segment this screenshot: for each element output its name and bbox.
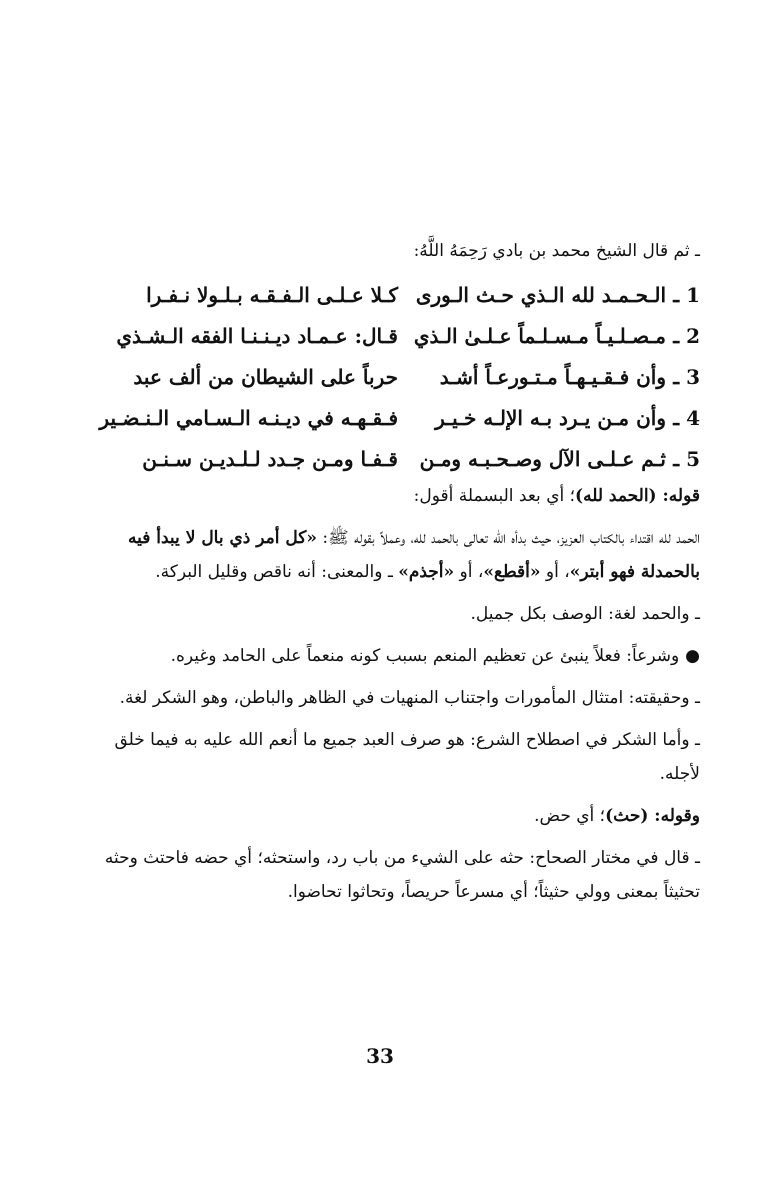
verse-first-hemistich: وأن مـن يـرد بـه الإلـه خـيـر	[435, 405, 666, 430]
verse-line	[100, 438, 700, 479]
bold-label: وقوله:	[648, 806, 700, 826]
verse-number: 1 ـ	[673, 282, 700, 307]
verse-second-hemistich: قـفـا ومـن جـدد لـلـديـن سـنـن	[142, 446, 398, 471]
text-run: الحمد لله اقتداء بالكتاب العزيز، حيث بدأه الله تعالى بالحمد لله، وعملاً بقوله ﷺ:	[317, 528, 700, 548]
paragraph-hamd-sharan	[100, 639, 700, 673]
paragraph-qawluhu-alhamd	[100, 479, 700, 513]
intro-line: ـ ثم قال الشيخ محمد بن بادي رَحِمَهُ اللَّهُ:	[413, 241, 700, 261]
verse-first-hemistich: وأن فـقـيـهـاً مـتـورعـاً أشـد	[439, 364, 666, 389]
bold-term: (الحمد لله)	[575, 486, 657, 506]
bold-term: (حث)	[605, 806, 649, 826]
text-run: ـ والمعنى: أنه ناقص وقليل البركة.	[155, 562, 399, 582]
verse-second-hemistich: حرباً على الشيطان من ألف عبد	[133, 364, 398, 389]
paragraph-mukhtar-alsihah: ـ قال في مختار الصحاح: حثه على الشيء من باب رد، واستحثه؛ أي حضه فاحتث وحثه تحثيثاً بمعنى وولي حثيثاً؛ أي مسرعاً حريصاً، وتحاثوا تحاضوا.	[104, 848, 700, 902]
verse-number: 5 ـ	[673, 446, 700, 471]
verse-line	[100, 397, 700, 438]
verse-line	[100, 315, 700, 356]
page-content	[100, 236, 700, 917]
verse-number: 3 ـ	[673, 364, 700, 389]
verse-number: 4 ـ	[673, 405, 700, 430]
hadith-variant: «أقطع»	[483, 562, 541, 582]
paragraph-hamd-lughatan: ـ والحمد لغة: الوصف بكل جميل.	[470, 604, 700, 624]
paragraph-qawluhu-hath	[100, 799, 700, 833]
paragraph-shukr: ـ وأما الشكر في اصطلاح الشرع: هو صرف العبد جميع ما أنعم الله عليه به فيما خلق لأجله.	[114, 730, 700, 784]
bold-label: قوله:	[656, 486, 700, 506]
text-run: ؛ أي بعد البسملة أقول:	[413, 486, 576, 506]
verse-first-hemistich: مـصـلـيـاً مـسـلـماً عـلـىٰ الـذي	[413, 323, 666, 348]
page-number: 33	[366, 1044, 394, 1068]
poem-verses	[100, 274, 700, 479]
bullet-icon: ●	[685, 646, 700, 666]
text-run: وشرعاً: فعلاً ينبئ عن تعظيم المنعم بسبب كونه منعماً على الحامد وغيره.	[170, 646, 680, 666]
verse-number: 2 ـ	[673, 323, 700, 348]
verse-first-hemistich: الـحـمـد لله الـذي حـث الـورى	[415, 282, 666, 307]
verse-line	[100, 274, 700, 315]
text-run: ؛ أي حض.	[534, 806, 606, 826]
verse-second-hemistich: فـقـهـه في ديـنـه الـسـامي الـنـضـير	[99, 405, 398, 430]
verse-first-hemistich: ثـم عـلـى الآل وصـحـبـه ومـن	[419, 446, 666, 471]
paragraph-haqiqatuhu: ـ وحقيقته: امتثال المأمورات واجتناب المنهيات في الظاهر والباطن، وهو الشكر لغة.	[119, 688, 700, 708]
verse-second-hemistich: قـال: عـمـاد ديـنـنـا الفقه الـشـذي	[116, 323, 398, 348]
verse-second-hemistich: كـلا عـلـى الـفـقـه بـلـولا نـفـرا	[146, 282, 398, 307]
paragraph-hamd-explanation	[100, 521, 700, 589]
hadith-quote: «كل أمر ذي بال لا يبدأ فيه بالحمدلة فهو أبتر»	[127, 528, 700, 582]
text-run: ، أو	[540, 562, 570, 582]
hadith-variant: «أجذم»	[398, 562, 455, 582]
verse-line	[100, 356, 700, 397]
text-run: ، أو	[454, 562, 484, 582]
